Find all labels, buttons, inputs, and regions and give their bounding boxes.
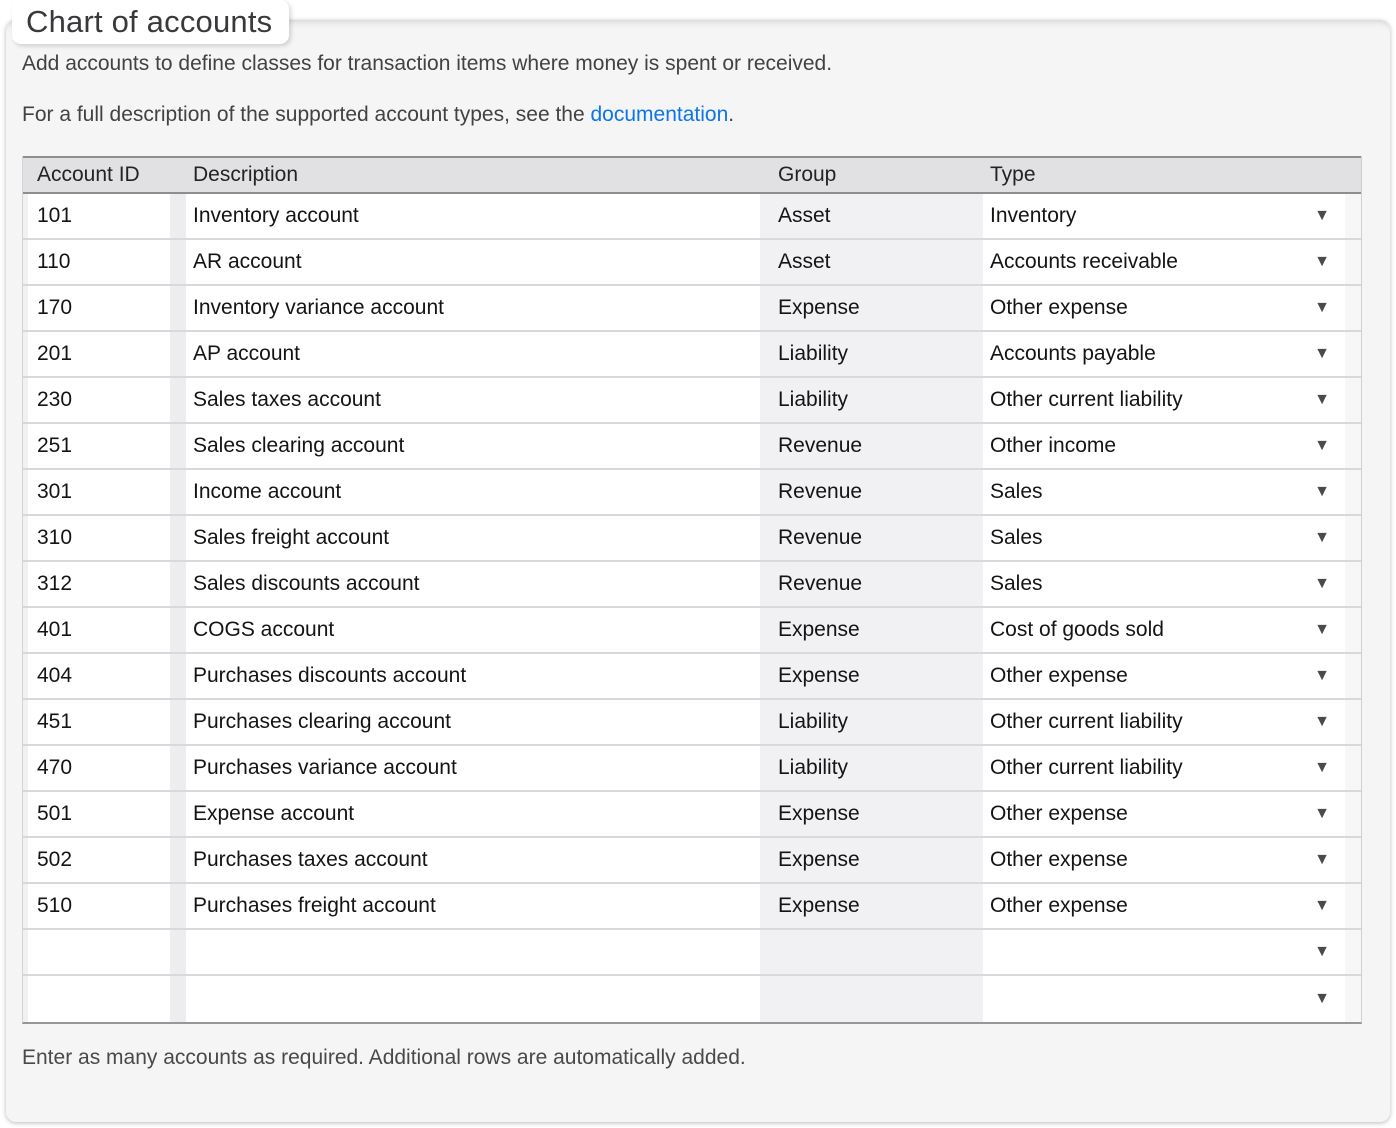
- type-value: Sales: [990, 526, 1043, 549]
- account-id-cell[interactable]: 470: [28, 746, 170, 790]
- dropdown-arrow-icon: ▼: [1314, 437, 1330, 454]
- row-gutter-right: [1345, 332, 1361, 376]
- type-value: Other expense: [990, 848, 1128, 871]
- description-cell[interactable]: [186, 976, 760, 1022]
- type-dropdown[interactable]: [983, 792, 1345, 836]
- column-gap: [170, 700, 186, 744]
- group-cell: Asset: [760, 240, 983, 284]
- documentation-link[interactable]: documentation: [590, 103, 729, 126]
- type-dropdown[interactable]: [983, 976, 1345, 1022]
- row-gutter-right: [1345, 884, 1361, 928]
- table-row: [23, 240, 1361, 286]
- column-gap: [170, 424, 186, 468]
- type-value: Accounts payable: [990, 342, 1156, 365]
- header-column-gap: [170, 158, 186, 192]
- account-id-cell[interactable]: 312: [28, 562, 170, 606]
- group-cell: [760, 930, 983, 974]
- type-dropdown[interactable]: [983, 240, 1345, 284]
- account-id-cell[interactable]: 301: [28, 470, 170, 514]
- description-cell[interactable]: Expense account: [186, 792, 760, 836]
- description-cell[interactable]: [186, 930, 760, 974]
- dropdown-arrow-icon: ▼: [1314, 667, 1330, 684]
- type-dropdown[interactable]: [983, 516, 1345, 560]
- type-value: Accounts receivable: [990, 250, 1178, 273]
- row-gutter-right: [1345, 654, 1361, 698]
- table-row: [23, 332, 1361, 378]
- row-gutter-right: [1345, 976, 1361, 1022]
- group-cell: Liability: [760, 700, 983, 744]
- intro-text-2-suffix: .: [728, 103, 735, 126]
- group-cell: Expense: [760, 654, 983, 698]
- type-value: Other expense: [990, 802, 1128, 825]
- description-cell[interactable]: Inventory variance account: [186, 286, 760, 330]
- dropdown-arrow-icon: ▼: [1314, 805, 1330, 822]
- dropdown-arrow-icon: ▼: [1314, 713, 1330, 730]
- group-cell: Expense: [760, 884, 983, 928]
- column-gap: [170, 516, 186, 560]
- row-gutter-right: [1345, 424, 1361, 468]
- row-gutter-right: [1345, 240, 1361, 284]
- intro-text-2-prefix: For a full description of the supported account types, see the: [22, 103, 591, 126]
- dropdown-arrow-icon: ▼: [1314, 990, 1330, 1007]
- description-cell[interactable]: Purchases variance account: [186, 746, 760, 790]
- group-cell: Expense: [760, 608, 983, 652]
- description-cell[interactable]: Purchases clearing account: [186, 700, 760, 744]
- row-gutter-right: [1345, 838, 1361, 882]
- dropdown-arrow-icon: ▼: [1314, 575, 1330, 592]
- table-row: [23, 194, 1361, 240]
- description-cell[interactable]: AR account: [186, 240, 760, 284]
- dropdown-arrow-icon: ▼: [1314, 897, 1330, 914]
- table-row: [23, 608, 1361, 654]
- column-gap: [170, 976, 186, 1022]
- intro-text-2: [22, 103, 734, 127]
- dropdown-arrow-icon: ▼: [1314, 943, 1330, 960]
- row-gutter-right: [1345, 378, 1361, 422]
- description-cell[interactable]: Inventory account: [186, 194, 760, 238]
- dropdown-arrow-icon: ▼: [1314, 207, 1330, 224]
- column-gap: [170, 654, 186, 698]
- type-value: Other expense: [990, 894, 1128, 917]
- type-dropdown[interactable]: [983, 746, 1345, 790]
- description-cell[interactable]: COGS account: [186, 608, 760, 652]
- column-gap: [170, 930, 186, 974]
- account-id-cell[interactable]: 251: [28, 424, 170, 468]
- dropdown-arrow-icon: ▼: [1314, 391, 1330, 408]
- type-value: Other current liability: [990, 756, 1183, 779]
- column-header-group: Group: [778, 163, 837, 186]
- account-id-cell[interactable]: 230: [28, 378, 170, 422]
- description-cell[interactable]: Purchases freight account: [186, 884, 760, 928]
- account-id-cell[interactable]: 404: [28, 654, 170, 698]
- table-row: [23, 562, 1361, 608]
- description-cell[interactable]: Sales clearing account: [186, 424, 760, 468]
- accounts-table: [22, 156, 1362, 1024]
- intro-text: Add accounts to define classes for transaction items where money is spent or received.: [22, 52, 833, 75]
- dropdown-arrow-icon: ▼: [1314, 299, 1330, 316]
- account-id-cell[interactable]: 110: [28, 240, 170, 284]
- column-gap: [170, 332, 186, 376]
- table-row: [23, 746, 1361, 792]
- group-cell: [760, 976, 983, 1022]
- type-dropdown[interactable]: [983, 884, 1345, 928]
- type-dropdown[interactable]: [983, 378, 1345, 422]
- column-gap: [170, 746, 186, 790]
- column-gap: [170, 562, 186, 606]
- type-dropdown[interactable]: [983, 930, 1345, 974]
- account-id-cell[interactable]: 170: [28, 286, 170, 330]
- description-cell[interactable]: Sales discounts account: [186, 562, 760, 606]
- footer-note: Enter as many accounts as required. Additional rows are automatically added.: [22, 1046, 746, 1069]
- table-row: [23, 516, 1361, 562]
- table-row: [23, 470, 1361, 516]
- dropdown-arrow-icon: ▼: [1314, 253, 1330, 270]
- row-gutter-right: [1345, 516, 1361, 560]
- header-gutter-right: [1345, 158, 1361, 192]
- column-gap: [170, 240, 186, 284]
- description-cell[interactable]: Income account: [186, 470, 760, 514]
- account-id-cell[interactable]: 201: [28, 332, 170, 376]
- row-gutter-right: [1345, 930, 1361, 974]
- page-title: Chart of accounts: [12, 0, 289, 44]
- group-cell: Liability: [760, 332, 983, 376]
- type-dropdown[interactable]: [983, 332, 1345, 376]
- account-id-cell[interactable]: 510: [28, 884, 170, 928]
- description-cell[interactable]: Purchases taxes account: [186, 838, 760, 882]
- account-id-cell[interactable]: 501: [28, 792, 170, 836]
- table-row: [23, 286, 1361, 332]
- type-dropdown[interactable]: [983, 838, 1345, 882]
- account-id-cell[interactable]: [28, 976, 170, 1022]
- column-gap: [170, 194, 186, 238]
- column-gap: [170, 470, 186, 514]
- table-body: [23, 194, 1361, 1022]
- group-cell: Revenue: [760, 516, 983, 560]
- type-dropdown[interactable]: [983, 194, 1345, 238]
- description-cell[interactable]: Sales taxes account: [186, 378, 760, 422]
- account-id-cell[interactable]: 310: [28, 516, 170, 560]
- type-value: Inventory: [990, 204, 1077, 227]
- account-id-cell[interactable]: 502: [28, 838, 170, 882]
- dropdown-arrow-icon: ▼: [1314, 483, 1330, 500]
- row-gutter-right: [1345, 746, 1361, 790]
- group-cell: Revenue: [760, 470, 983, 514]
- column-gap: [170, 286, 186, 330]
- column-gap: [170, 838, 186, 882]
- dropdown-arrow-icon: ▼: [1314, 345, 1330, 362]
- column-header-account-id: Account ID: [37, 163, 140, 186]
- type-dropdown[interactable]: [983, 654, 1345, 698]
- dropdown-arrow-icon: ▼: [1314, 529, 1330, 546]
- dropdown-arrow-icon: ▼: [1314, 759, 1330, 776]
- column-header-description: Description: [193, 163, 299, 186]
- row-gutter-right: [1345, 470, 1361, 514]
- row-gutter-right: [1345, 194, 1361, 238]
- type-dropdown[interactable]: [983, 286, 1345, 330]
- account-id-cell[interactable]: 451: [28, 700, 170, 744]
- type-value: Other expense: [990, 296, 1128, 319]
- account-id-cell[interactable]: [28, 930, 170, 974]
- type-dropdown[interactable]: [983, 608, 1345, 652]
- table-row: [23, 884, 1361, 930]
- column-gap: [170, 884, 186, 928]
- row-gutter-right: [1345, 700, 1361, 744]
- group-cell: Expense: [760, 838, 983, 882]
- type-value: Other current liability: [990, 710, 1183, 733]
- group-cell: Asset: [760, 194, 983, 238]
- account-id-cell[interactable]: 401: [28, 608, 170, 652]
- type-value: Sales: [990, 480, 1043, 503]
- description-cell[interactable]: AP account: [186, 332, 760, 376]
- group-cell: Revenue: [760, 424, 983, 468]
- column-gap: [170, 378, 186, 422]
- table-row: [23, 424, 1361, 470]
- table-row: [23, 838, 1361, 884]
- type-value: Other current liability: [990, 388, 1183, 411]
- dropdown-arrow-icon: ▼: [1314, 851, 1330, 868]
- row-gutter-right: [1345, 792, 1361, 836]
- dropdown-arrow-icon: ▼: [1314, 621, 1330, 638]
- table-row: [23, 792, 1361, 838]
- column-header-type: Type: [990, 163, 1036, 186]
- description-cell[interactable]: Purchases discounts account: [186, 654, 760, 698]
- group-cell: Expense: [760, 286, 983, 330]
- column-gap: [170, 608, 186, 652]
- row-gutter-right: [1345, 562, 1361, 606]
- group-cell: Liability: [760, 378, 983, 422]
- description-cell[interactable]: Sales freight account: [186, 516, 760, 560]
- group-cell: Liability: [760, 746, 983, 790]
- account-id-cell[interactable]: 101: [28, 194, 170, 238]
- table-row: [23, 654, 1361, 700]
- group-cell: Revenue: [760, 562, 983, 606]
- table-header-row: [23, 156, 1361, 194]
- row-gutter-right: [1345, 608, 1361, 652]
- type-dropdown[interactable]: [983, 562, 1345, 606]
- table-row: [23, 930, 1361, 976]
- group-cell: Expense: [760, 792, 983, 836]
- type-value: Sales: [990, 572, 1043, 595]
- row-gutter-right: [1345, 286, 1361, 330]
- table-row: [23, 976, 1361, 1022]
- table-row: [23, 700, 1361, 746]
- type-dropdown[interactable]: [983, 470, 1345, 514]
- type-dropdown[interactable]: [983, 424, 1345, 468]
- type-value: Other expense: [990, 664, 1128, 687]
- type-value: Cost of goods sold: [990, 618, 1164, 641]
- column-gap: [170, 792, 186, 836]
- table-row: [23, 378, 1361, 424]
- type-value: Other income: [990, 434, 1117, 457]
- type-dropdown[interactable]: [983, 700, 1345, 744]
